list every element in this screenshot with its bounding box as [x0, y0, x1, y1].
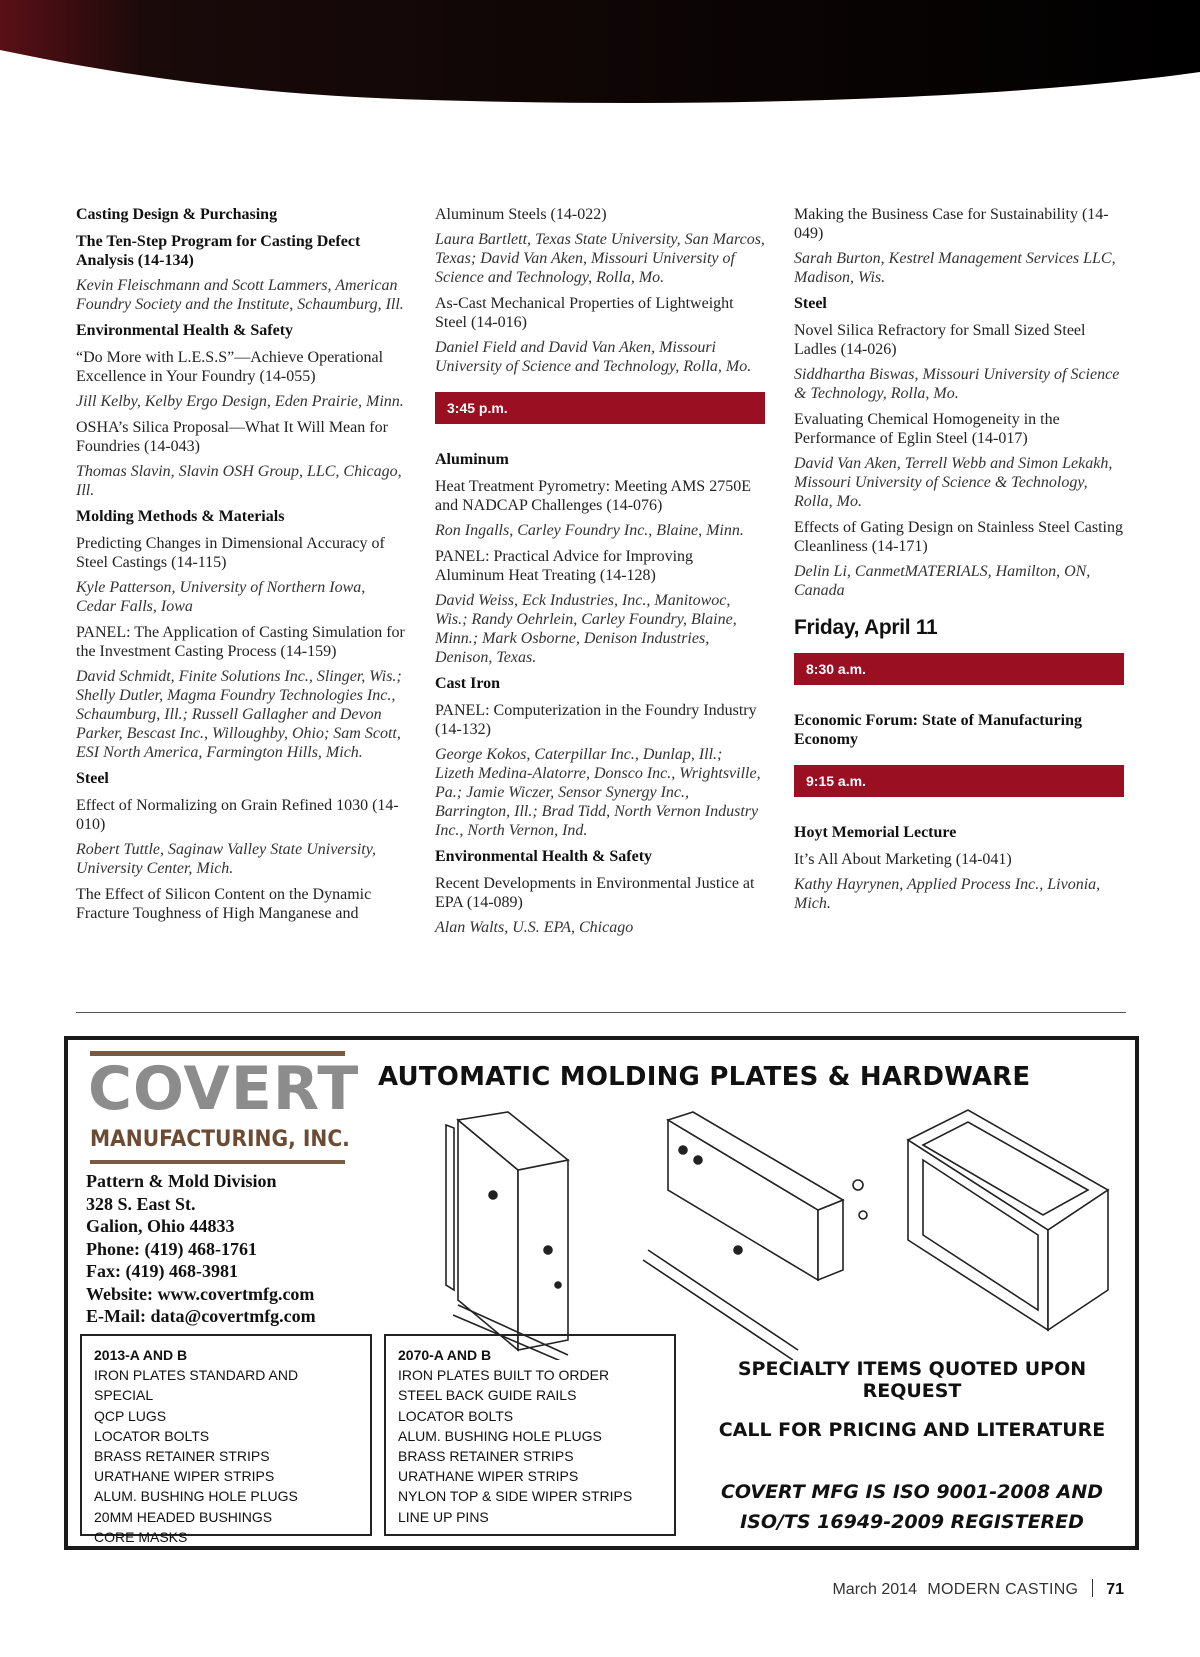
street-address: 328 S. East St.: [86, 1193, 196, 1214]
molding-plates-illustration: [398, 1100, 1118, 1360]
session-title: Effect of Normalizing on Grain Refined 1030 (14-010): [76, 797, 399, 833]
fax-number: Fax: (419) 468-3981: [86, 1261, 238, 1281]
section-heading: Environmental Health & Safety: [76, 322, 294, 339]
magazine-name: MODERN CASTING: [927, 1581, 1079, 1598]
division-name: Pattern & Mold Division: [86, 1171, 277, 1191]
section-heading: Hoyt Memorial Lecture: [794, 824, 957, 841]
session-authors: Kevin Fleischmann and Scott Lammers, American Foundry Society and the Institute, Schaumburg, Ill.: [76, 277, 404, 313]
page-footer: [832, 1579, 1124, 1599]
covert-logo: COVERT: [88, 1054, 360, 1124]
time-bar: 9:15 a.m.: [794, 765, 1124, 797]
page-number: 71: [1106, 1581, 1124, 1598]
time-bar: 3:45 p.m.: [435, 392, 765, 424]
footer-separator: [1092, 1579, 1093, 1597]
session-authors: David Weiss, Eck Industries, Inc., Manitowoc, Wis.; Randy Oehrlein, Carley Foundry, Blaine, Minn.; Mark Osborne, Denison Industries, Denison, Texas.: [435, 592, 737, 666]
session-authors: George Kokos, Caterpillar Inc., Dunlap, Ill.; Lizeth Medina-Alatorre, Donsco Inc., Wrightsville, Pa.; Jamie Wiczer, Sensor Synergy Inc., Barrington, Ill.; Brad Tidd, North Vernon Industry Inc., North Vernon, Ind.: [435, 746, 761, 839]
product-item: URATHANE WIPER STRIPS: [94, 1468, 275, 1485]
session-authors: Robert Tuttle, Saginaw Valley State University, University Center, Mich.: [76, 841, 376, 877]
session-title: “Do More with L.E.S.S”—Achieve Operational Excellence in Your Foundry (14-055): [76, 349, 384, 385]
session-authors: Laura Bartlett, Texas State University, San Marcos, Texas; David Van Aken, Missouri University of Science and Technology, Rolla, Mo.: [435, 231, 765, 286]
session-authors: Delin Li, CanmetMATERIALS, Hamilton, ON, Canada: [794, 563, 1091, 599]
product-item: IRON PLATES STANDARD AND SPECIAL: [94, 1367, 299, 1404]
iso-registration-text: [692, 1477, 1132, 1537]
session-title: Recent Developments in Environmental Justice at EPA (14-089): [435, 875, 755, 911]
session-title: PANEL: Practical Advice for Improving Aluminum Heat Treating (14-128): [435, 548, 694, 584]
product-item: BRASS RETAINER STRIPS: [398, 1448, 574, 1465]
logo-bar-bottom: [90, 1160, 345, 1164]
phone-number: Phone: (419) 468-1761: [86, 1238, 257, 1259]
session-authors: Siddhartha Biswas, Missouri University of Science & Technology, Rolla, Mo.: [794, 366, 1120, 402]
column-2: [435, 205, 765, 944]
session-authors: Thomas Slavin, Slavin OSH Group, LLC, Chicago, Ill.: [76, 463, 402, 499]
session-title: Predicting Changes in Dimensional Accuracy of Steel Castings (14-115): [76, 535, 385, 571]
header-band: [0, 0, 1200, 110]
time-bar: 8:30 a.m.: [794, 653, 1124, 685]
product-item: QCP LUGS: [94, 1407, 167, 1424]
section-heading: Steel: [76, 770, 109, 787]
session-title: Heat Treatment Pyrometry: Meeting AMS 2750E and NADCAP Challenges (14-076): [435, 478, 751, 514]
call-for-pricing-text: CALL FOR PRICING AND LITERATURE: [718, 1419, 1106, 1441]
product-item: LINE UP PINS: [398, 1508, 489, 1525]
session-title: OSHA’s Silica Proposal—What It Will Mean for Foundries (14-043): [76, 419, 388, 455]
session-title: PANEL: The Application of Casting Simulation for the Investment Casting Process (14-159): [76, 624, 405, 660]
product-item: ALUM. BUSHING HOLE PLUGS: [398, 1427, 602, 1444]
product-item: ALUM. BUSHING HOLE PLUGS: [94, 1488, 298, 1505]
section-heading: Economic Forum: State of Manufacturing Economy: [794, 712, 1082, 748]
product-item: IRON PLATES BUILT TO ORDER: [398, 1367, 610, 1384]
product-item: LOCATOR BOLTS: [398, 1407, 514, 1424]
specialty-items-text: SPECIALTY ITEMS QUOTED UPON REQUEST: [737, 1358, 1087, 1402]
product-item: CORE MASKS: [94, 1528, 188, 1545]
section-heading: Casting Design & Purchasing: [76, 206, 278, 223]
session-authors: Alan Walts, U.S. EPA, Chicago: [435, 919, 634, 936]
session-authors: Ron Ingalls, Carley Foundry Inc., Blaine, Minn.: [435, 522, 744, 539]
product-list-heading: 2013-A AND B: [94, 1347, 188, 1363]
product-list-heading: 2070-A AND B: [398, 1347, 492, 1363]
column-1: [76, 205, 406, 929]
divider-rule: [76, 1012, 1126, 1013]
day-heading: Friday, April 11: [794, 616, 938, 639]
product-list-2070: [384, 1334, 676, 1536]
product-item: 20MM HEADED BUSHINGS: [94, 1508, 273, 1525]
section-heading: Steel: [794, 295, 827, 312]
session-title: Novel Silica Refractory for Small Sized Steel Ladles (14-026): [794, 322, 1086, 358]
session-title: As-Cast Mechanical Properties of Lightweight Steel (14-016): [435, 295, 734, 331]
ad-contact-block: [86, 1170, 386, 1328]
section-heading: Cast Iron: [435, 675, 501, 692]
iso-line-1: COVERT MFG IS ISO 9001-2008 AND: [720, 1481, 1104, 1503]
product-item: LOCATOR BOLTS: [94, 1427, 210, 1444]
session-authors: David Schmidt, Finite Solutions Inc., Slinger, Wis.; Shelly Dutler, Magma Foundry Technologies Inc., Schaumburg, Ill.; Russell Gallagher and Devon Parker, Bescast Inc., Willoughby, Ohio; Sam Scott, ESI North America, Farmington Hills, Mich.: [76, 668, 402, 761]
section-heading: Environmental Health & Safety: [435, 848, 653, 865]
issue-date: March 2014: [832, 1581, 917, 1598]
session-authors: Jill Kelby, Kelby Ergo Design, Eden Prairie, Minn.: [76, 393, 404, 410]
session-authors: Sarah Burton, Kestrel Management Services LLC, Madison, Wis.: [794, 250, 1116, 286]
email: E-Mail: data@covertmfg.com: [86, 1306, 316, 1326]
product-item: BRASS RETAINER STRIPS: [94, 1448, 270, 1465]
product-item: STEEL BACK GUIDE RAILS: [398, 1387, 577, 1404]
column-3: [794, 205, 1124, 920]
product-item: URATHANE WIPER STRIPS: [398, 1468, 579, 1485]
section-heading: Aluminum: [435, 451, 509, 468]
session-title: Aluminum Steels (14-022): [435, 206, 607, 223]
product-item: NYLON TOP & SIDE WIPER STRIPS: [398, 1488, 633, 1505]
session-title: Evaluating Chemical Homogeneity in the Performance of Eglin Steel (14-017): [794, 411, 1060, 447]
section-heading: Molding Methods & Materials: [76, 508, 285, 525]
session-authors: Kyle Patterson, University of Northern Iowa, Cedar Falls, Iowa: [76, 579, 366, 615]
session-title: Making the Business Case for Sustainability (14-049): [794, 206, 1109, 242]
website: Website: www.covertmfg.com: [86, 1283, 315, 1304]
ad-headline: AUTOMATIC MOLDING PLATES & HARDWARE: [378, 1062, 1031, 1092]
session-authors: Daniel Field and David Van Aken, Missouri University of Science and Technology, Rolla, Mo.: [435, 339, 752, 375]
session-authors: David Van Aken, Terrell Webb and Simon Lekakh, Missouri University of Science & Technology, Rolla, Mo.: [794, 455, 1113, 510]
session-title: PANEL: Computerization in the Foundry Industry (14-132): [435, 702, 757, 738]
covert-logo-subtitle: MANUFACTURING, INC.: [90, 1127, 350, 1152]
session-title-bold: The Ten-Step Program for Casting Defect Analysis (14-134): [76, 233, 361, 269]
session-title: Effects of Gating Design on Stainless Steel Casting Cleanliness (14-171): [794, 519, 1123, 555]
product-list-2013: [80, 1334, 372, 1545]
session-title: It’s All About Marketing (14-041): [794, 851, 1012, 868]
session-title: The Effect of Silicon Content on the Dynamic Fracture Toughness of High Manganese and: [76, 886, 372, 922]
city-state-zip: Galion, Ohio 44833: [86, 1216, 235, 1236]
session-authors: Kathy Hayrynen, Applied Process Inc., Livonia, Mich.: [794, 876, 1101, 912]
covert-advertisement: [64, 1036, 1139, 1550]
iso-line-2: ISO/TS 16949-2009 REGISTERED: [740, 1511, 1084, 1533]
